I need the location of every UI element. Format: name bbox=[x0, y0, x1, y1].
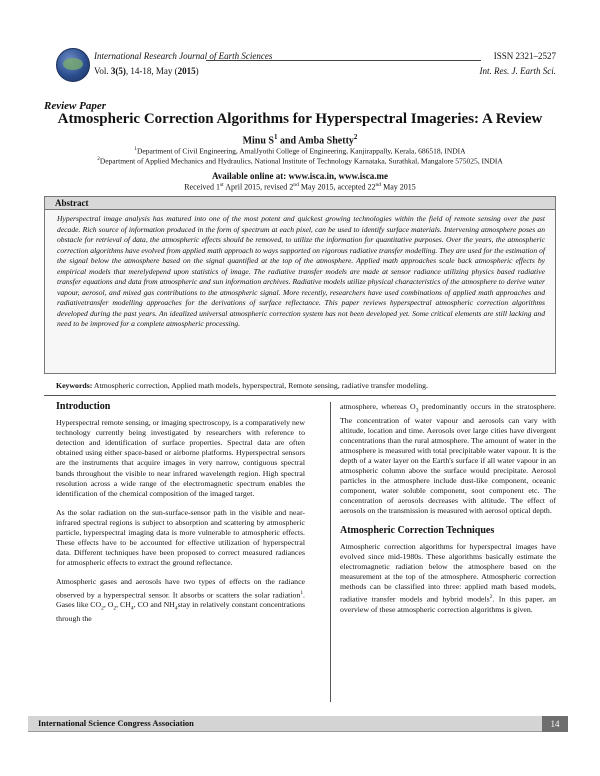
journal-abbreviation: Int. Res. J. Earth Sci. bbox=[479, 66, 556, 76]
abstract-heading: Abstract bbox=[45, 197, 555, 210]
page-number: 14 bbox=[542, 716, 568, 732]
right-paragraph-2: Atmospheric correction algorithms for hyperspectral images have evolved since mid-1980s. These algorithms basically estimate the electromagnetic radiation below the atmosphere based on the measurement at the top of the atmosphere. Atmospheric correction methods can be classified into three: applied math based models, radiative transfer models and hybrid models$^2$. In this paper, an overview of these atmospheric correction algorithms is given. bbox=[340, 541, 556, 614]
keywords: Keywords: Atmospheric correction, Applied math models, hyperspectral, Remote sensing, radiative transfer modeling. bbox=[56, 381, 428, 390]
issn: ISSN 2321–2527 bbox=[493, 51, 556, 61]
availability: Available online at: www.isca.in, www.isca.me bbox=[211, 171, 389, 181]
authors: Minu $S^1$ and Amba Shetty$^2$ bbox=[242, 133, 358, 147]
volume-info: Vol. 3(5), 14-18, May (2015) bbox=[94, 66, 199, 76]
column-divider bbox=[330, 402, 331, 702]
footer-association: International Science Congress Association bbox=[38, 718, 194, 728]
atmospheric-correction-heading: Atmospheric Correction Techniques bbox=[340, 524, 495, 536]
paper-type: Review Paper bbox=[44, 100, 107, 112]
abstract-text: Hyperspectral image analysis has matured into one of the most potent and quickest growing technologies within the field of remote sensing over the past decade. Rich source of information produced in the form of spectrum at each pixel, can be used to identify surface materials. Intervening atmosphere poses an obstacle for retrieval of data, the atmospheric effects should be removed, to utilize the information for quantitative purposes. Over the years, the atmospheric correction algorithms have evolved from applied math approach to ways supported on rigorous radiative transfer modelling. They are used for the estimation of the signal below the atmosphere based on the signal quantified at the top of the atmosphere. Applied math approaches scale back atmospheric effects by empirical models that merelydepend upon statistics of image. The radiative transfer models are made at sensor radiance utilizing physics based radiative transfer equations and data from atmospheric and sun information archives. Radiative models utilize physical characteristics of the atmosphere to derive water vapour, aerosol, and mixed gas contributions to the atmospheric signal. More recently, researchers have used combinations of applied math approaches and radiativetransfer modelling approaches for the derivations of surface reflectance. This paper reviews hyperspectral atmospheric correction algorithms developed during the past years. An idealized universal atmospheric correction system has not been developed yet. Some critical elements are still lacking and need to be improved for a complete atmospheric processing. bbox=[57, 214, 545, 328]
affiliation-2: $^2$Department of Applied Mechanics and Hydraulics, National Institute of Technology Karnataka, Surathkal, Mangalore 575025, INDIA bbox=[97, 156, 503, 166]
introduction-heading: Introduction bbox=[56, 401, 111, 412]
affiliation-1: $^1$Department of Civil Engineering, AmalJyothi College of Engineering, Kanjirappally, Kerala, 686518, INDIA bbox=[134, 146, 466, 156]
right-paragraph-1: atmosphere, whereas $O_3$ predominantly occurs in the stratosphere. The concentration of water vapour and aerosols can vary with altitude, location and time. Aerosols over large cities have divergent concentrations than the rural atmosphere. The amount of water in the atmosphere is measured with total precipitable water vapour. It is the depth of a water layer on the Earth's surface if all water vapour in an atmospheric column above the surface would precipitate. Aerosol particles in the atmosphere include dust-like component, oceanic component, water soluble component, soot component etc. The concentration of aerosols decreases with altitude. The effect of aerosols on the transmission is measured with aerosol optical depth. bbox=[340, 402, 556, 516]
left-column bbox=[56, 402, 305, 633]
right-column bbox=[340, 402, 556, 624]
intro-paragraph-3: Atmospheric gases and aerosols have two types of effects on the radiance observed by a hyperspectral sensor. It absorbs or scatters the solar radiation$^1$. Gases like $CO_2$, $O_2$, $CH_4$, CO and $NH_4stay$ in relatively constant concentrations through the bbox=[56, 577, 306, 623]
journal-logo-globe-icon bbox=[56, 48, 90, 82]
section-divider bbox=[44, 395, 556, 396]
header-rule bbox=[206, 60, 481, 61]
received-dates: Received 1st April 2015, revised 2nd May 2015, accepted 22nd May 2015 bbox=[184, 182, 416, 192]
intro-paragraph-1: Hyperspectral remote sensing, or imaging spectroscopy, is a comparatively new technology currently being investigated by researchers with reference to detection and identification of surface properties. Spectral data are often obtained using either space-based or airborne platforms. Hyperspectral sensors are the instruments that acquire images in very narrow, contiguous spectral bands throughout the visible to near infrared wavelength region. High spectral resolution across a wide range of the electromagnetic spectrum enables the identification of the chemical composition of the imaged target. bbox=[56, 418, 305, 498]
paper-title: Atmospheric Correction Algorithms for Hyperspectral Imageries: A Review bbox=[57, 111, 543, 127]
journal-name: International Research Journal of Earth Sciences bbox=[94, 51, 273, 61]
journal-header bbox=[56, 48, 556, 82]
intro-paragraph-2: As the solar radiation on the sun-surface-sensor path in the visible and near-infrared spectral regions is subject to absorption and scattering by atmospheric particle, hyperspectral imaging data is more vulnerable to atmospheric effects. These effects have to be accounted for effective utilization of hyperspectral data. Different techniques have been proposed to correct measured radiances for atmospheric effects to extract the ground reflectance. bbox=[56, 507, 305, 568]
abstract-box bbox=[44, 196, 556, 374]
footer-bar bbox=[28, 716, 568, 732]
